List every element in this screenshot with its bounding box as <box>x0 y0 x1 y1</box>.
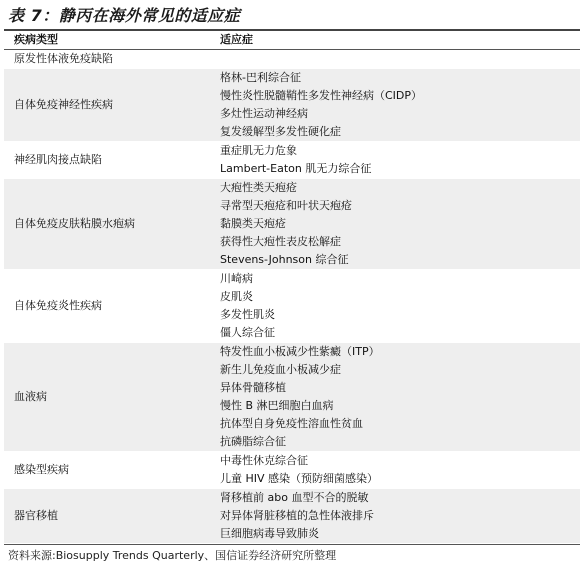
indication-item: 多发性肌炎 <box>220 308 275 321</box>
table-row-group <box>4 452 580 489</box>
indication-item: 格林-巴利综合征 <box>220 71 301 84</box>
disease-type-cell: 原发性体液免疫缺陷 <box>14 52 113 65</box>
indication-list <box>220 343 580 451</box>
indication-item: 大疱性类天疱疮 <box>220 181 297 194</box>
table-row-group <box>4 343 580 452</box>
indication-item: 抗体型自身免疫性溶血性贫血 <box>220 417 363 430</box>
indication-item: 抗磷脂综合征 <box>220 435 286 448</box>
indication-item: 儿童 HIV 感染（预防细菌感染） <box>220 472 379 485</box>
header-indication: 适应症 <box>220 33 253 46</box>
indication-list <box>220 142 580 178</box>
indication-item: 僵人综合征 <box>220 326 275 339</box>
indication-item: 获得性大疱性表皮松解症 <box>220 235 341 248</box>
indication-item: 寻常型天疱疮和叶状天疱疮 <box>220 199 352 212</box>
indication-item: 慢性炎性脱髓鞘性多发性神经病（CIDP） <box>220 89 423 102</box>
indication-item: 皮肌炎 <box>220 290 253 303</box>
table-header-row <box>4 31 580 49</box>
indication-item: Stevens-Johnson 综合征 <box>220 253 349 266</box>
indication-list <box>220 179 580 269</box>
indication-item: 中毒性休克综合征 <box>220 454 308 467</box>
table-row-group <box>4 270 580 343</box>
indication-item: 黏膜类天疱疮 <box>220 217 286 230</box>
header-disease-type: 疾病类型 <box>14 33 58 46</box>
indication-item: Lambert-Eaton 肌无力综合征 <box>220 162 372 175</box>
disease-type-cell: 自体免疫神经性疾病 <box>14 98 113 111</box>
disease-type-cell: 血液病 <box>14 390 47 403</box>
table-row-group <box>4 179 580 270</box>
indication-list <box>220 489 580 543</box>
disease-type-cell: 感染型疾病 <box>14 463 69 476</box>
indication-item: 新生儿免疫血小板减少症 <box>220 363 341 376</box>
disease-type-cell: 器官移植 <box>14 509 58 522</box>
indication-item: 特发性血小板减少性紫癜（ITP） <box>220 345 380 358</box>
indication-item: 异体骨髓移植 <box>220 381 286 394</box>
table-row-group <box>4 142 580 179</box>
table-title: 表 7：静丙在海外常见的适应症 <box>8 6 241 25</box>
indication-item: 多灶性运动神经病 <box>220 107 308 120</box>
table-row-group <box>4 69 580 142</box>
indication-list <box>220 69 580 141</box>
disease-type-cell: 自体免疫炎性疾病 <box>14 299 102 312</box>
indication-item: 对异体肾脏移植的急性体液排斥 <box>220 509 374 522</box>
source-note: 资料来源:Biosupply Trends Quarterly、国信证券经济研究所整理 <box>8 549 337 562</box>
table-row-group <box>4 50 580 69</box>
table-bottom-rule <box>4 544 580 545</box>
disease-type-cell: 自体免疫皮肤粘膜水疱病 <box>14 217 135 230</box>
indication-item: 肾移植前 abo 血型不合的脱敏 <box>220 491 369 504</box>
indication-item: 复发缓解型多发性硬化症 <box>220 125 341 138</box>
table-body <box>4 50 580 544</box>
indication-item: 川崎病 <box>220 272 253 285</box>
table-row-group <box>4 489 580 544</box>
indication-item: 慢性 B 淋巴细胞白血病 <box>220 399 334 412</box>
indication-item: 巨细胞病毒导致肺炎 <box>220 527 319 540</box>
indication-list <box>220 270 580 342</box>
indication-item: 重症肌无力危象 <box>220 144 297 157</box>
indication-list <box>220 452 580 488</box>
disease-type-cell: 神经肌肉接点缺陷 <box>14 153 102 166</box>
